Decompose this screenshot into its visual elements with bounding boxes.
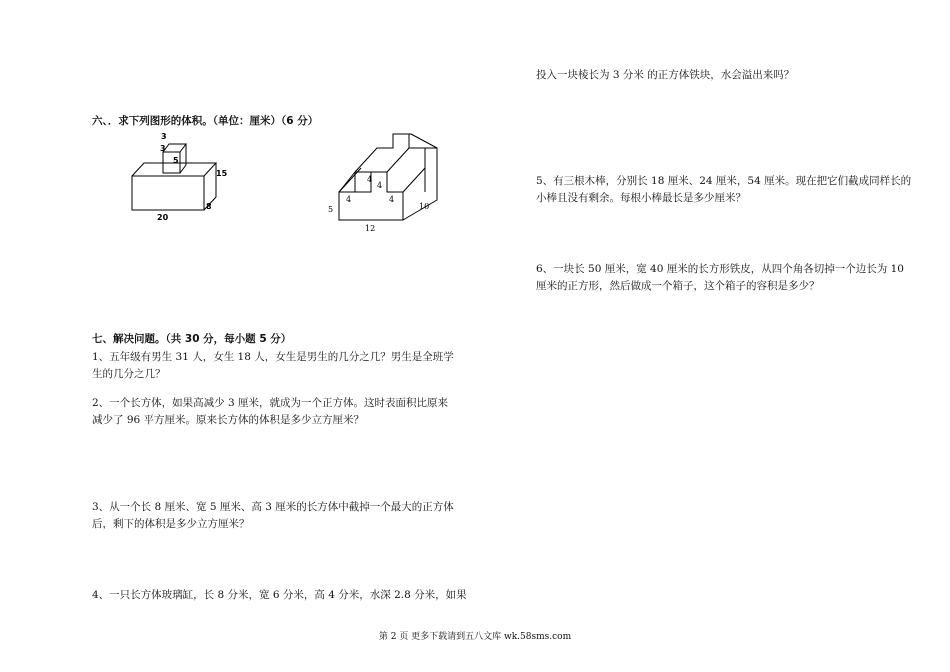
- label-step-top: 4: [367, 175, 373, 184]
- label-step-mid: 4: [377, 181, 383, 190]
- q3-line1: 3、从一个长 8 厘米、宽 5 厘米、高 3 厘米的长方体中截掉一个最大的正方体: [92, 501, 454, 513]
- q6-line1: 6、一块长 50 厘米，宽 40 厘米的长方形铁皮，从四个角各切掉一个边长为 10: [536, 263, 904, 275]
- label-big-height: 15: [216, 169, 228, 178]
- q2-line2: 减少了 96 平方厘米。原来长方体的体积是多少立方厘米？: [92, 414, 365, 426]
- figure-stepped-solid: [325, 128, 440, 233]
- q4-continuation: 投入一块棱长为 3 分米 的正方体铁块，水会溢出来吗？: [536, 69, 795, 81]
- figure-cuboid-stack: [125, 128, 240, 223]
- q5-line1: 5、有三根木棒，分别长 18 厘米、24 厘米，54 厘米。现在把它们截成同样长的: [536, 175, 912, 187]
- q1-line1: 1、五年级有男生 31 人，女生 18 人，女生是男生的几分之几？男生是全班学: [92, 351, 454, 363]
- page-footer: 第 2 页 更多下载请到五八文库 wk.58sms.com: [378, 632, 572, 642]
- label-height: 5: [328, 205, 334, 214]
- label-length: 12: [365, 224, 376, 233]
- q5-line2: 小棒且没有剩余。每根小棒最长是多少厘米？: [536, 192, 746, 204]
- q2-line1: 2、一个长方体，如果高减少 3 厘米，就成为一个正方体。这时表面积比原来: [92, 397, 449, 409]
- label-big-length: 20: [157, 213, 169, 222]
- label-small-side: 3: [160, 144, 166, 153]
- label-small-height: 5: [173, 156, 179, 165]
- label-depth: 10: [419, 202, 430, 211]
- q1-line2: 生的几分之几？: [92, 368, 166, 380]
- q6-line2: 厘米的正方形，然后做成一个箱子，这个箱子的容积是多少？: [536, 280, 820, 292]
- label-big-depth: 8: [206, 202, 212, 211]
- q3-line2: 后，剩下的体积是多少立方厘米？: [92, 518, 250, 530]
- section7-heading: 七、解决问题。（共 30 分，每小题 5 分）: [92, 333, 292, 345]
- section6-heading: 六、．求下列图形的体积。（单位：厘米）（6 分）: [92, 115, 319, 127]
- q4-line1: 4、一只长方体玻璃缸，长 8 分米，宽 6 分米，高 4 分米，水深 2.8 分米，如果: [92, 589, 467, 601]
- label-small-top: 3: [161, 132, 167, 141]
- label-step-left: 4: [346, 195, 352, 204]
- label-step-right: 4: [389, 195, 395, 204]
